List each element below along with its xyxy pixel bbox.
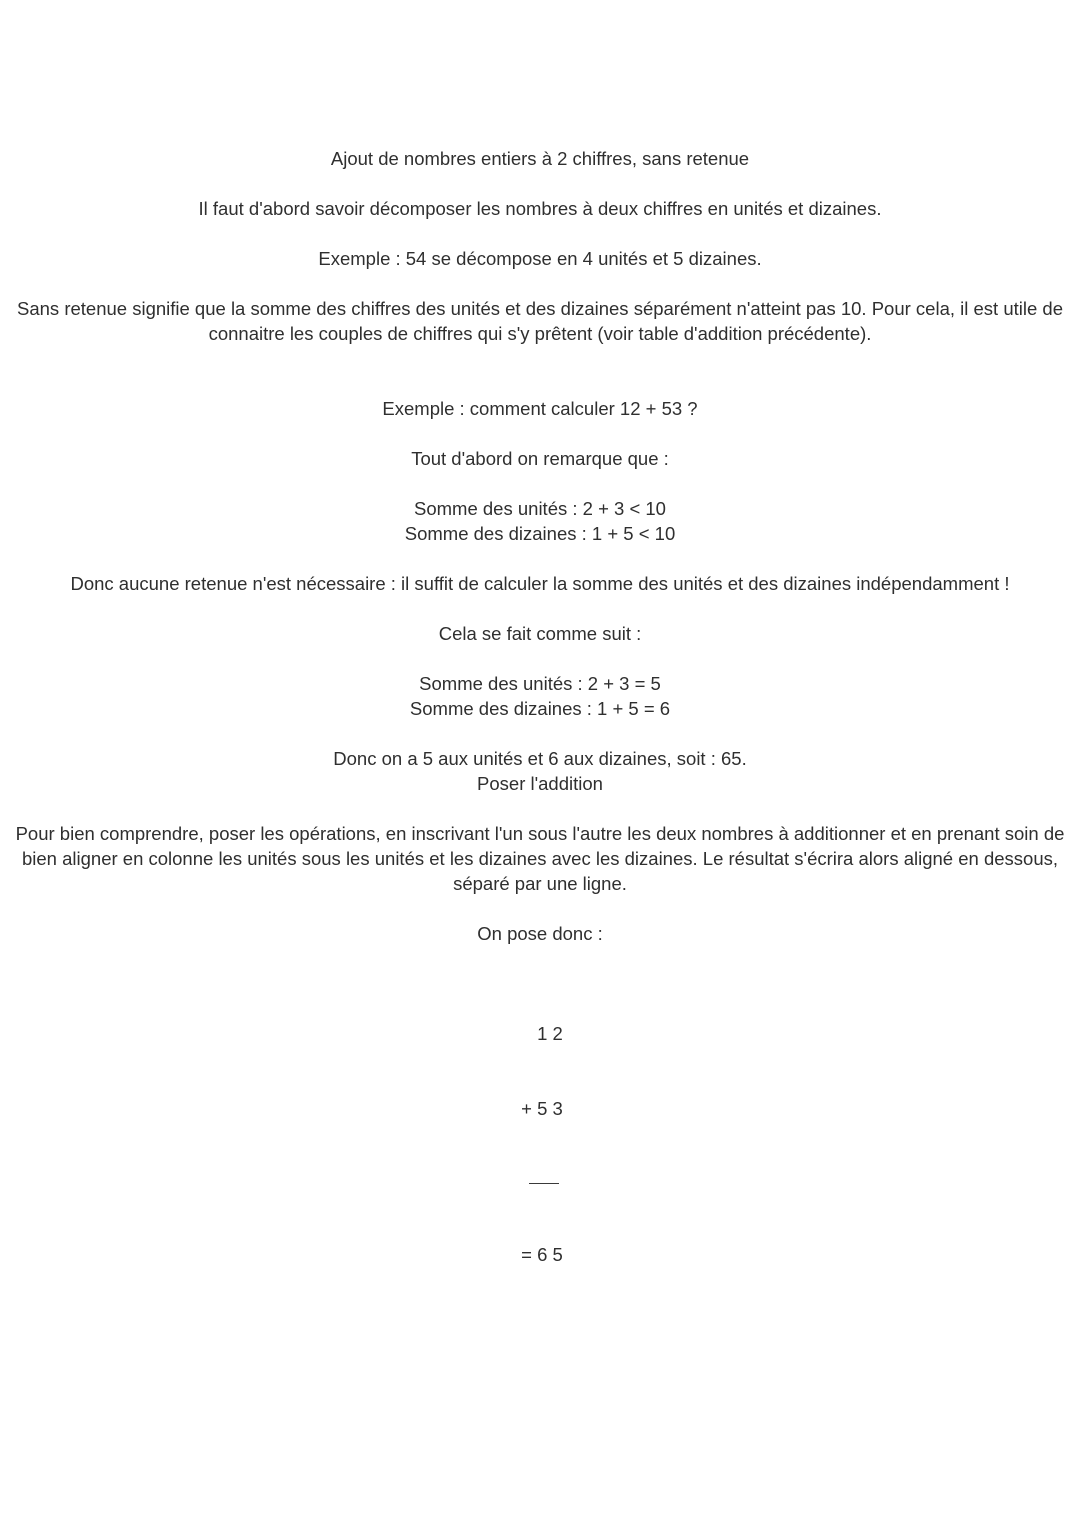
method-intro: Cela se fait comme suit :: [438, 623, 642, 644]
example-calculation: Exemple : comment calculer 12 + 53 ?: [382, 398, 698, 419]
sum-divider: [529, 1183, 559, 1184]
result-text: Donc on a 5 aux unités et 6 aux dizaines, soit : 65.: [333, 748, 747, 769]
intro-text: Il faut d'abord savoir décomposer les nombres à deux chiffres en unités et dizaines.: [198, 198, 882, 219]
column-addition: [521, 971, 563, 1317]
definition-paragraph: Sans retenue signifie que la somme des chiffres des unités et des dizaines séparément n'atteint pas 10. Pour cela, il est utile de connaitre les couples de chiffres qui s'y prêtent (voir table d'addition précédente).: [17, 298, 1063, 344]
operation-result: = 6 5: [521, 1244, 563, 1265]
explanation-paragraph: Pour bien comprendre, poser les opérations, en inscrivant l'un sous l'autre les deux nombres à additionner et en prenant soin de bien aligner en colonne les unités sous les unités et les dizaines avec les dizaines. Le résultat s'écrira alors aligné en dessous, séparé par une ligne.: [15, 823, 1065, 894]
remark-text: Tout d'abord on remarque que :: [411, 448, 669, 469]
lesson-title: Ajout de nombres entiers à 2 chiffres, sans retenue: [330, 148, 750, 169]
section-title: Poser l'addition: [477, 773, 603, 794]
sum-tens: Somme des dizaines : 1 + 5 = 6: [409, 698, 671, 719]
document-content: [0, 146, 1080, 1317]
check-units: Somme des unités : 2 + 3 < 10: [414, 498, 666, 519]
operand-1: 1 2: [537, 1023, 563, 1044]
conclusion-text: Donc aucune retenue n'est nécessaire : il suffit de calculer la somme des unités et des dizaines indépendamment !: [70, 573, 1010, 594]
check-tens: Somme des dizaines : 1 + 5 < 10: [404, 523, 676, 544]
pose-intro: On pose donc :: [477, 923, 603, 944]
example-decomposition: Exemple : 54 se décompose en 4 unités et 5 dizaines.: [318, 248, 762, 269]
operand-2: + 5 3: [521, 1098, 563, 1119]
sum-units: Somme des unités : 2 + 3 = 5: [419, 673, 661, 694]
